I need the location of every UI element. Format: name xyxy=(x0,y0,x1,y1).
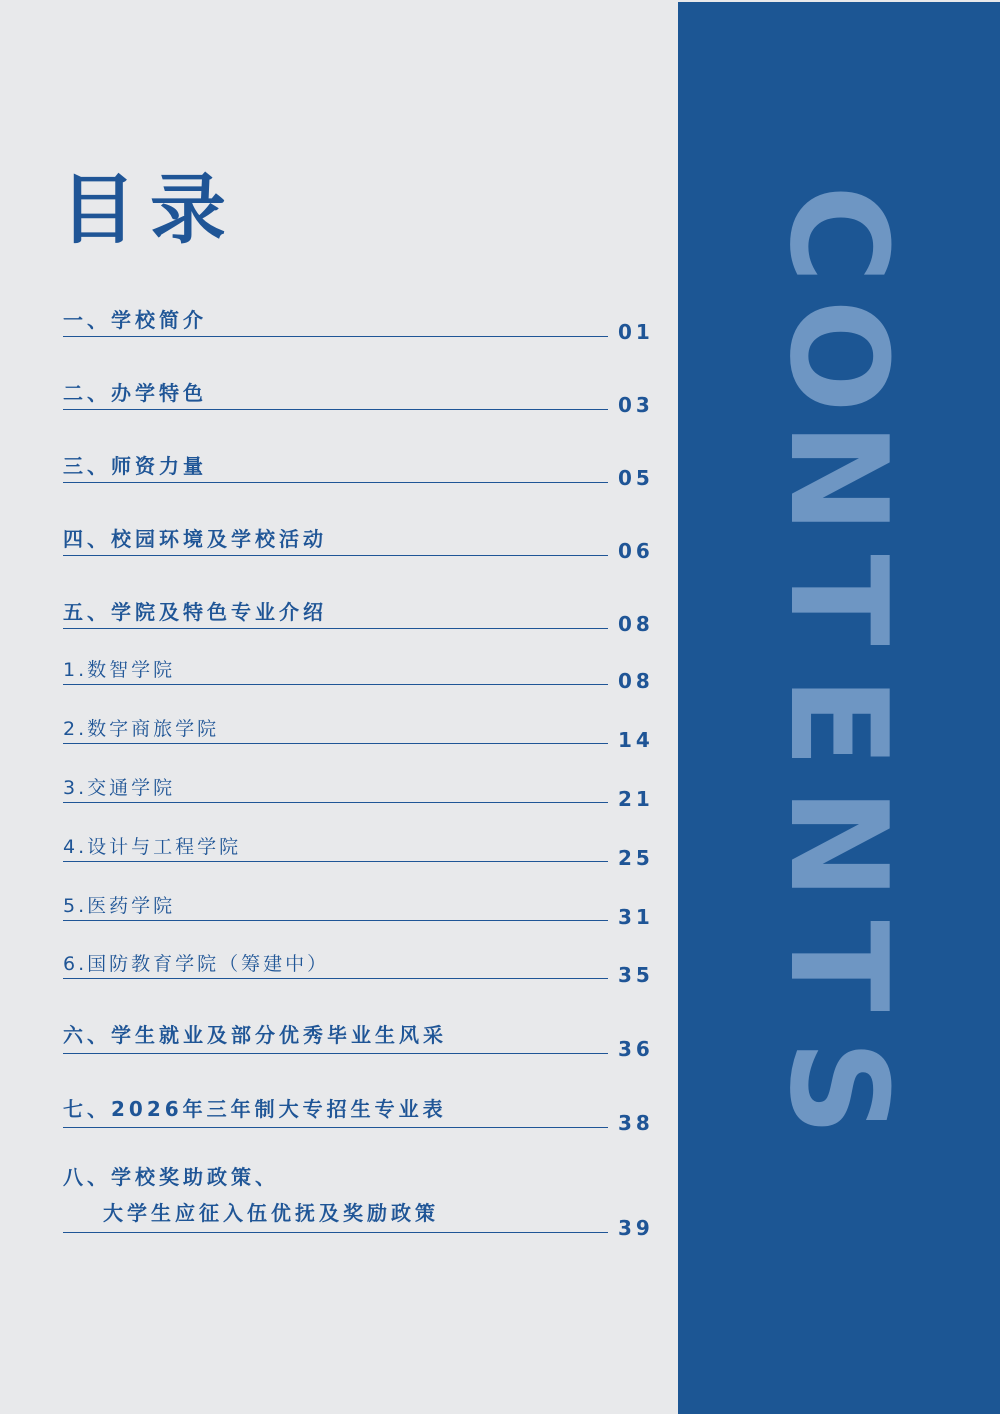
toc-entry-label: 一、学校简介 xyxy=(63,308,207,332)
contents-letters xyxy=(678,2,1000,1414)
toc-subentry-rule xyxy=(63,743,608,744)
toc-entry-rule xyxy=(63,336,608,337)
contents-letter: O xyxy=(760,299,916,413)
toc-entry-page: 08 xyxy=(618,612,654,636)
contents-letter: E xyxy=(760,676,916,768)
toc-subentry-label: 4.设计与工程学院 xyxy=(63,836,242,858)
toc-entry-label-line2: 大学生应征入伍优抚及奖励政策 xyxy=(103,1201,439,1225)
toc-entry-label: 六、学生就业及部分优秀毕业生风采 xyxy=(63,1023,447,1047)
toc-entry-label: 二、办学特色 xyxy=(63,381,207,405)
toc-entry-label: 五、学院及特色专业介绍 xyxy=(63,600,327,624)
toc-subentry-page: 25 xyxy=(618,846,654,870)
contents-letter: T xyxy=(760,554,916,646)
toc-subentry-label: 5.医药学院 xyxy=(63,895,176,917)
toc-subentry-rule xyxy=(63,684,608,685)
toc-entry-rule xyxy=(63,1232,608,1233)
toc-entry-rule xyxy=(63,555,608,556)
toc-subentry-label: 1.数智学院 xyxy=(63,659,176,681)
toc-subentry-rule xyxy=(63,978,608,979)
toc-subentry-label: 6.国防教育学院（筹建中） xyxy=(63,953,330,975)
toc-entry-rule xyxy=(63,482,608,483)
contents-vertical-word xyxy=(678,2,1000,1414)
toc-entry-page: 38 xyxy=(618,1111,654,1135)
toc-entry-page: 36 xyxy=(618,1037,654,1061)
contents-letter: C xyxy=(760,184,916,284)
toc-entry-label: 三、师资力量 xyxy=(63,454,207,478)
toc-entry-label: 四、校园环境及学校活动 xyxy=(63,527,327,551)
toc-subentry-rule xyxy=(63,861,608,862)
toc-entry-rule xyxy=(63,1127,608,1128)
toc-entry-rule xyxy=(63,1053,608,1054)
toc-subentry-rule xyxy=(63,920,608,921)
page-title: 目录 xyxy=(60,165,240,254)
toc-entry-page: 05 xyxy=(618,466,654,490)
toc-subentry-label: 3.交通学院 xyxy=(63,777,176,799)
toc-subentry-page: 31 xyxy=(618,905,654,929)
toc-entry-page: 01 xyxy=(618,320,654,344)
toc-subentry-page: 14 xyxy=(618,728,654,752)
toc-entry-label: 七、2026年三年制大专招生专业表 xyxy=(63,1097,447,1121)
contents-letter: T xyxy=(760,920,916,1012)
toc-entry-page: 06 xyxy=(618,539,654,563)
toc-subentry-rule xyxy=(63,802,608,803)
toc-entry-label-line1: 八、学校奖助政策、 xyxy=(63,1165,279,1189)
contents-side-panel xyxy=(678,2,1000,1414)
toc-subentry-page: 35 xyxy=(618,963,654,987)
toc-entry-page: 03 xyxy=(618,393,654,417)
contents-letter: N xyxy=(760,787,916,901)
contents-letter: N xyxy=(760,421,916,535)
toc-subentry-page: 08 xyxy=(618,669,654,693)
toc-subentry-page: 21 xyxy=(618,787,654,811)
toc-subentry-label: 2.数字商旅学院 xyxy=(63,718,220,740)
toc-entry-rule xyxy=(63,409,608,410)
table-of-contents xyxy=(63,0,653,1414)
contents-letter: S xyxy=(760,1039,916,1137)
toc-entry-rule xyxy=(63,628,608,629)
toc-entry-page: 39 xyxy=(618,1216,654,1240)
toc-entry-label xyxy=(63,1165,439,1225)
